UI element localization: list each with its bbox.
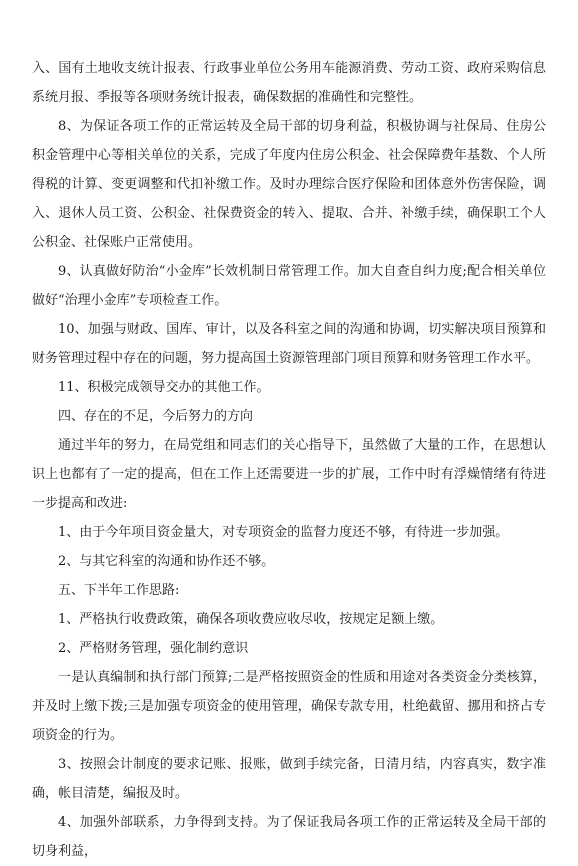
- paragraph-shortcoming-2: 2、与其它科室的沟通和协作还不够。: [58, 554, 275, 569]
- paragraph-item-11: 11、积极完成领导交办的其他工作。: [58, 380, 270, 395]
- document-body: [32, 54, 546, 866]
- paragraph-plan-4: 4、加强外部联系，力争得到支持。为了保证我局各项工作的正常运转及全局干部的切身利益，: [32, 815, 546, 859]
- section-heading-5: 五、下半年工作思路:: [58, 583, 180, 598]
- paragraph-summary: 通过半年的努力，在局党组和同志们的关心指导下，虽然做了大量的工作，在思想认识上也都有了一定的提高，但在工作上还需要进一步的扩展，工作中时有浮燥情绪有待进一步提高和改进:: [32, 438, 546, 511]
- paragraph-plan-3: 3、按照会计制度的要求记账、报账，做到手续完备，日清月结，内容真实，数字准确，帐目清楚，编报及时。: [32, 757, 546, 801]
- paragraph-item-10: 10、加强与财政、国库、审计，以及各科室之间的沟通和协调，切实解决项目预算和财务管理过程中存在的问题，努力提高国土资源管理部门项目预算和财务管理工作水平。: [32, 322, 546, 366]
- paragraph-plan-2: 2、严格财务管理，强化制约意识: [58, 641, 249, 656]
- paragraph-shortcoming-1: 1、由于今年项目资金量大，对专项资金的监督力度还不够，有待进一步加强。: [58, 525, 509, 540]
- paragraph-plan-2-detail: 一是认真编制和执行部门预算;二是严格按照资金的性质和用途对各类资金分类核算，并及时上缴下拨;三是加强专项资金的使用管理，确保专款专用，杜绝截留、挪用和挤占专项资金的行为。: [32, 670, 546, 743]
- paragraph-item-8: 8、为保证各项工作的正常运转及全局干部的切身利益，积极协调与社保局、住房公积金管理中心等相关单位的关系，完成了年度内住房公积金、社会保障费年基数、个人所得税的计算、变更调整和代扣补缴工作。及时办理综合医疗保险和团体意外伤害保险，调入、退休人员工资、公积金、社保费资金的转入、提取、合并、补缴手续，确保职工个人公积金、社保账户正常使用。: [32, 119, 546, 250]
- paragraph-item-9: 9、认真做好防治“小金库”长效机制日常管理工作。加大自查自纠力度;配合相关单位做好“治理小金库”专项检查工作。: [32, 264, 546, 308]
- paragraph-plan-1: 1、严格执行收费政策，确保各项收费应收尽收，按规定足额上缴。: [58, 612, 444, 627]
- paragraph-continuation: 入、国有土地收支统计报表、行政事业单位公务用车能源消费、劳动工资、政府采购信息系统月报、季报等各项财务统计报表，确保数据的准确性和完整性。: [32, 61, 546, 105]
- section-heading-4: 四、存在的不足，今后努力的方向: [58, 409, 254, 424]
